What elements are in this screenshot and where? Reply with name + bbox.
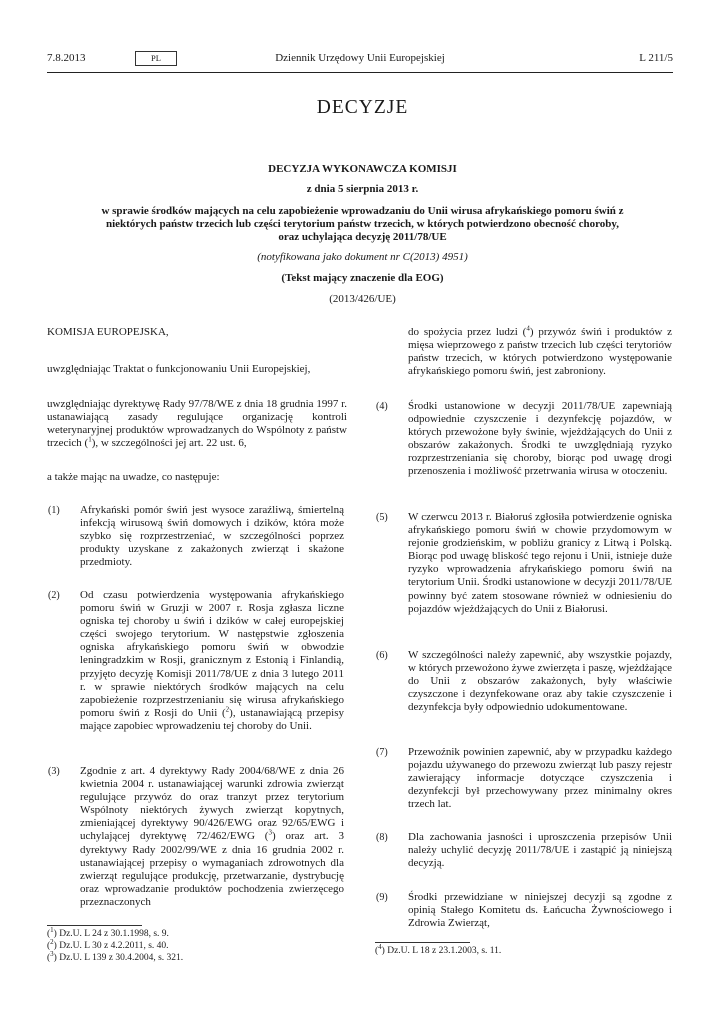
preamble-commission: KOMISJA EUROPEJSKA, (47, 326, 169, 338)
recital-6: W szczególności należy zapewnić, aby wszystkie pojazdy, w których przewożono żywe zwierzęta i paszę, wjeżdżające do Unii z obszarów zakażonych, były właściwie czyszczone i dezynfekowane oraz aby takie czyszczenie i dezynfekcja były odpowiednio udokumentowane. (408, 649, 672, 714)
recital-7: Przewoźnik powinien zapewnić, aby w przypadku każdego pojazdu używanego do przewozu zwierząt lub paszy rejestr zawierający informacje dotyczące czyszczenia i dezynfekcji był przechowywany przez minimalny okres trzech lat. (408, 746, 672, 811)
recital-number: (9) (376, 892, 388, 903)
recital-4: Środki ustanowione w decyzji 2011/78/UE zapewniają odpowiednie czyszczenie i dezynfekcję pojazdów, w których przewożone były świnie, wjeżdżających do Unii z obszarów zakażonych. Środki te uwzględniają ryzyko rozprzestrzeniania się choroby, biorąc pod uwagę drogi przenoszenia i możliwość przetrwania wirusa w otoczeniu. (408, 400, 672, 478)
decision-reference: (2013/426/UE) (329, 293, 396, 305)
recital-number: (6) (376, 650, 388, 661)
decision-date: z dnia 5 sierpnia 2013 r. (306, 183, 419, 195)
footnote-1: ($^1$) Dz.U. L 24 z 30.1.1998, s. 9. (47, 925, 169, 939)
recital-9: Środki przewidziane w niniejszej decyzji są zgodne z opinią Stałego Komitetu ds. Łańcucha Żywnościowego i Zdrowia Zwierząt, (408, 891, 672, 930)
recital-1: Afrykański pomór świń jest wysoce zaraźliwą, śmiertelną infekcją wirusową świń domowych i dzików, która może szybko się rozprzestrzeniać, w szczególności poprzez produkty uzyskane z zakażonych zwierząt i skażone przedmioty. (80, 504, 344, 569)
recital-number: (1) (48, 505, 60, 516)
preamble-directive: uwzględniając dyrektywę Rady 97/78/WE z dnia 18 grudnia 1997 r. ustanawiającą zasady regulujące organizację kontroli weterynaryjnej produktów wprowadzanych do Wspólnoty z państw trzecich ($^1$), w szczególności jej art. 22 ust. 6, (47, 398, 347, 450)
recital-number: (7) (376, 747, 388, 758)
recital-8: Dla zachowania jasności i uproszczenia przepisów Unii należy uchylić decyzję 2011/78/UE i zastąpić ją niniejszą decyzją. (408, 831, 672, 870)
footnote-3: ($^3$) Dz.U. L 139 z 30.4.2004, s. 321. (47, 949, 184, 963)
eea-relevance: (Tekst mający znaczenie dla EOG) (281, 272, 444, 284)
decision-type: DECYZJA WYKONAWCZA KOMISJI (268, 163, 457, 175)
publication-date: 7.8.2013 (47, 52, 86, 64)
footnote-4: ($^4$) Dz.U. L 18 z 23.1.2003, s. 11. (375, 942, 502, 956)
page-number: L 211/5 (639, 52, 673, 64)
decision-subject: w sprawie środków mających na celu zapobieżenie wprowadzaniu do Unii wirusa afrykańskiego pomoru świń z niektórych państw trzecich lub części terytorium państw trzecich, w których potwierdzono obecność choroby, oraz uchylająca decyzję 2011/78/UE (101, 205, 624, 243)
recital-number: (4) (376, 401, 388, 412)
page-header (47, 52, 673, 68)
header-divider (47, 72, 673, 73)
recital-number: (8) (376, 832, 388, 843)
section-title: DECYZJE (316, 97, 409, 118)
preamble-whereas: a także mając na uwadze, co następuje: (47, 471, 220, 483)
recital-5: W czerwcu 2013 r. Białoruś zgłosiła potwierdzenie ogniska afrykańskiego pomoru świń w chowie przydomowym w rejonie grodzieńskim, w pobliżu granicy z Litwą i Polską. Biorąc pod uwagę bliskość tego rejonu i Unii, istnieje duże ryzyko wprowadzenia afrykańskiego pomoru świń na terytorium Unii. Środki ustanowione w decyzji 2011/78/UE powinny być zatem stosowane również w odniesieniu do pojazdów wjeżdżających do Unii z Białorusi. (408, 511, 672, 615)
language-badge: PL (135, 51, 177, 66)
recital-number: (5) (376, 512, 388, 523)
footnote-2: ($^2$) Dz.U. L 30 z 4.2.2011, s. 40. (47, 937, 169, 951)
footnote-divider (375, 942, 470, 943)
recital-3-continued: do spożycia przez ludzi ($^4$) przywóz świń i produktów z mięsa wieprzowego z państw trzecich lub części terytoriów państw trzecich, w których potwierdzono występowanie afrykańskiego pomoru świń, jest zabroniony. (408, 324, 672, 378)
notified-as: (notyfikowana jako dokument nr C(2013) 4951) (257, 251, 468, 263)
recital-3: Zgodnie z art. 4 dyrektywy Rady 2004/68/WE z dnia 26 kwietnia 2004 r. ustanawiającej warunki zdrowia zwierząt regulujące przywóz do oraz tranzyt przez terytorium Wspólnoty niektórych żywych zwierząt kopytnych, zmieniającej dyrektywy 90/426/EWG oraz 92/65/EWG i uchylającej dyrektywę 72/462/EWG ($^3$) oraz art. 3 dyrektywy Rady 2002/99/WE z dnia 16 grudnia 2002 r. ustanawiającej przepisy o wymaganiach zdrowotnych dla zwierząt regulujące produkcję, przetwarzanie, dystrybucję oraz wprowadzanie produktów pochodzenia zwierzęcego przeznaczonych (80, 765, 344, 908)
recital-number: (2) (48, 590, 60, 601)
footnote-divider (47, 925, 142, 926)
recital-number: (3) (48, 766, 60, 777)
recital-2: Od czasu potwierdzenia występowania afrykańskiego pomoru świń w Gruzji w 2007 r. Rosja zgłasza liczne ogniska tej choroby u świń i dzików w całej europejskiej części swojego terytorium. W następstwie zgłoszenia ogniska afrykańskiego pomoru świń w obwodzie leningradzkim w Rosji, granicznym z Estonią i Finlandią, przyjęto decyzję Komisji 2011/78/UE z dnia 3 lutego 2011 r. w sprawie niektórych środków mających na celu zapobieżenie rozprzestrzenianiu się wirusa afrykańskiego pomoru świń z Rosji do Unii ($^2$), ustanawiającą przepisy mające zapobiec wprowadzeniu tej choroby do Unii. (80, 589, 344, 732)
preamble-treaty: uwzględniając Traktat o funkcjonowaniu Unii Europejskiej, (47, 363, 311, 375)
journal-title: Dziennik Urzędowy Unii Europejskiej (275, 52, 445, 64)
